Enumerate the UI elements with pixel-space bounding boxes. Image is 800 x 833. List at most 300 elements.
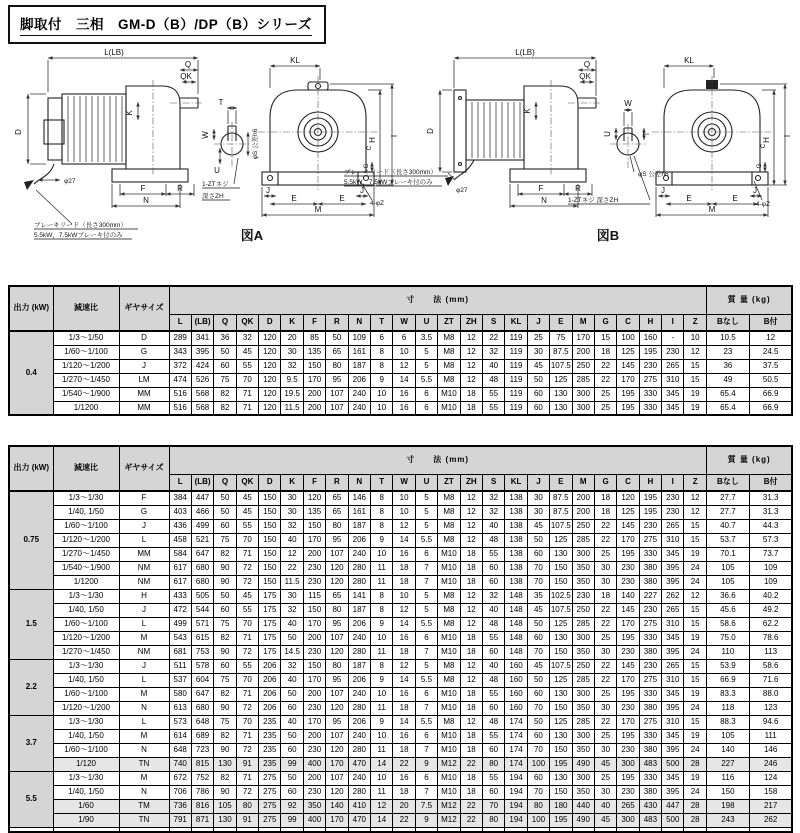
value-cell: 7.5: [415, 799, 437, 813]
value-cell: 310: [662, 715, 684, 729]
value-cell: 48: [482, 673, 504, 687]
value-cell: 18: [460, 387, 482, 401]
value-cell: 60: [482, 561, 504, 575]
value-cell: 474: [169, 373, 191, 387]
value-cell: 195: [617, 687, 639, 701]
value-cell: 22: [594, 715, 616, 729]
value-cell: 53.9: [706, 659, 749, 673]
dim-col-header: S: [482, 314, 504, 331]
value-cell: 50: [281, 631, 303, 645]
value-cell: 95: [326, 617, 348, 631]
value-cell: 617: [169, 561, 191, 575]
table-row: [9, 533, 792, 547]
value-cell: 195: [617, 729, 639, 743]
value-cell: 90: [214, 561, 236, 575]
value-cell: 72: [236, 785, 258, 799]
value-cell: 200: [303, 401, 325, 415]
value-cell: 8: [371, 519, 393, 533]
ratio-cell: 1/270～1/450: [53, 645, 119, 659]
value-cell: 82: [214, 547, 236, 561]
value-cell: 150: [259, 561, 281, 575]
value-cell: 148: [505, 589, 527, 603]
value-cell: 458: [169, 533, 191, 547]
value-cell: 791: [169, 813, 191, 827]
value-cell: 395: [662, 575, 684, 589]
value-cell: 82: [214, 401, 236, 415]
value-cell: 537: [169, 673, 191, 687]
value-cell: 30: [281, 589, 303, 603]
value-cell: 148: [505, 631, 527, 645]
value-cell: 8: [371, 603, 393, 617]
value-cell: 48: [482, 617, 504, 631]
value-cell: 175: [259, 617, 281, 631]
dim-label-d: D: [426, 128, 435, 134]
value-cell: 150: [303, 359, 325, 373]
value-cell: 58.6: [749, 659, 792, 673]
value-cell: 22: [393, 757, 415, 771]
col-header-ratio: 減速比: [53, 446, 119, 491]
value-cell: 187: [348, 359, 370, 373]
value-cell: 138: [505, 519, 527, 533]
value-cell: 65: [326, 589, 348, 603]
value-cell: 109: [348, 331, 370, 345]
value-cell: 28: [684, 813, 706, 827]
value-cell: 150: [550, 561, 572, 575]
dim-col-header: L: [169, 314, 191, 331]
dim-col-header: I: [662, 314, 684, 331]
value-cell: 723: [191, 743, 213, 757]
value-cell: 20: [393, 799, 415, 813]
value-cell: 235: [259, 757, 281, 771]
value-cell: 12: [749, 331, 792, 345]
value-cell: 200: [572, 491, 594, 505]
value-cell: 148: [505, 603, 527, 617]
value-cell: 265: [617, 799, 639, 813]
value-cell: M8: [438, 373, 460, 387]
value-cell: -: [662, 331, 684, 345]
brake-lead-note-line1: ブレーキリード（長さ300mm）: [34, 222, 127, 229]
value-cell: 12: [460, 519, 482, 533]
value-cell: 60: [527, 687, 549, 701]
value-cell: 90: [214, 645, 236, 659]
value-cell: 15: [684, 659, 706, 673]
dim-label-t: T: [642, 131, 651, 137]
value-cell: 71.6: [749, 673, 792, 687]
value-cell: 55: [482, 387, 504, 401]
value-cell: 90: [214, 743, 236, 757]
value-cell: 613: [169, 701, 191, 715]
value-cell: 8: [371, 659, 393, 673]
dim-label-f: F: [538, 184, 544, 193]
dim-col-header: QK: [236, 474, 258, 491]
value-cell: 146: [348, 491, 370, 505]
value-cell: 14: [393, 715, 415, 729]
value-cell: 94.6: [749, 715, 792, 729]
dim-label-d: D: [14, 129, 23, 135]
value-cell: 148: [505, 645, 527, 659]
col-header-mass: 質 量 (kg): [706, 446, 792, 474]
dim-col-header: N: [348, 314, 370, 331]
value-cell: 119: [505, 387, 527, 401]
value-cell: 310: [662, 373, 684, 387]
dim-col-header: QK: [236, 314, 258, 331]
value-cell: 14: [393, 533, 415, 547]
value-cell: 160: [505, 701, 527, 715]
value-cell: 25: [594, 387, 616, 401]
value-cell: 107.5: [550, 659, 572, 673]
value-cell: 120: [303, 491, 325, 505]
value-cell: 60: [527, 771, 549, 785]
table-row: [9, 519, 792, 533]
value-cell: 70: [236, 715, 258, 729]
value-cell: 614: [169, 729, 191, 743]
value-cell: M10: [438, 575, 460, 589]
value-cell: 403: [169, 505, 191, 519]
value-cell: 200: [572, 345, 594, 359]
value-cell: 5: [415, 659, 437, 673]
value-cell: 230: [572, 589, 594, 603]
value-cell: 45.6: [706, 603, 749, 617]
value-cell: 584: [169, 547, 191, 561]
value-cell: 120: [259, 331, 281, 345]
dim-label-e: E: [732, 194, 738, 203]
dim-col-header: W: [393, 474, 415, 491]
value-cell: 206: [348, 715, 370, 729]
value-cell: 12: [460, 589, 482, 603]
value-cell: 12: [281, 547, 303, 561]
ratio-cell: 1/40, 1/50: [53, 729, 119, 743]
value-cell: 18: [594, 345, 616, 359]
value-cell: 24: [684, 575, 706, 589]
value-cell: 12: [460, 715, 482, 729]
value-cell: 70: [527, 561, 549, 575]
gear-size-cell: LM: [119, 373, 169, 387]
value-cell: 50: [281, 687, 303, 701]
dim-label-g: G: [756, 163, 763, 169]
brake-lead-note-line1: ブレーキリード（長さ300mm）: [344, 169, 437, 176]
value-cell: 45: [236, 491, 258, 505]
value-cell: 40.2: [749, 589, 792, 603]
value-cell: 22: [460, 757, 482, 771]
value-cell: 285: [572, 715, 594, 729]
ratio-cell: 1/3～1/30: [53, 491, 119, 505]
value-cell: 22: [594, 373, 616, 387]
value-cell: 195: [617, 401, 639, 415]
value-cell: 119: [505, 331, 527, 345]
value-cell: 544: [191, 603, 213, 617]
value-cell: 125: [617, 345, 639, 359]
value-cell: 310: [662, 617, 684, 631]
value-cell: 350: [572, 743, 594, 757]
value-cell: 200: [303, 687, 325, 701]
value-cell: 786: [191, 785, 213, 799]
value-cell: 250: [572, 603, 594, 617]
value-cell: 55: [236, 659, 258, 673]
gear-size-cell: NM: [119, 645, 169, 659]
value-cell: 9: [371, 533, 393, 547]
value-cell: 289: [169, 331, 191, 345]
dim-col-header: G: [594, 314, 616, 331]
value-cell: 60: [527, 401, 549, 415]
ratio-cell: 1/40, 1/50: [53, 505, 119, 519]
value-cell: 16: [393, 387, 415, 401]
value-cell: 300: [572, 631, 594, 645]
value-cell: 350: [572, 645, 594, 659]
value-cell: 18: [460, 561, 482, 575]
value-cell: 395: [662, 785, 684, 799]
value-cell: 24.5: [749, 345, 792, 359]
value-cell: 150: [259, 547, 281, 561]
value-cell: 158: [749, 785, 792, 799]
value-cell: 12: [460, 373, 482, 387]
value-cell: 230: [617, 701, 639, 715]
value-cell: 18: [460, 687, 482, 701]
value-cell: 55: [236, 603, 258, 617]
value-cell: 50: [281, 771, 303, 785]
brake-lead-note-line2: 5.5kW，7.5kWブレーキ付のみ: [34, 232, 123, 239]
value-cell: 111: [749, 729, 792, 743]
value-cell: 19: [684, 401, 706, 415]
value-cell: 30: [594, 785, 616, 799]
col-header-output: 出力 (kW): [9, 446, 53, 491]
value-cell: 140: [326, 799, 348, 813]
value-cell: 680: [191, 701, 213, 715]
value-cell: 15: [594, 331, 616, 345]
ratio-cell: 1/120～1/200: [53, 533, 119, 547]
value-cell: 206: [259, 687, 281, 701]
value-cell: 11.5: [281, 575, 303, 589]
output-kw-cell: 2.2: [9, 659, 53, 715]
table-row: [9, 401, 792, 415]
dim-label-j: J: [266, 186, 270, 195]
value-cell: 195: [639, 345, 661, 359]
value-cell: 49: [706, 373, 749, 387]
value-cell: 194: [505, 785, 527, 799]
figure-a-caption: 図A: [240, 228, 264, 243]
value-cell: 672: [169, 771, 191, 785]
ratio-cell: 1/3～1/30: [53, 771, 119, 785]
value-cell: 45: [527, 519, 549, 533]
dim-col-header: W: [393, 314, 415, 331]
dim-label-r: R: [177, 184, 183, 193]
dim-col-header: C: [617, 314, 639, 331]
value-cell: 130: [550, 547, 572, 561]
value-cell: 16: [393, 547, 415, 561]
value-cell: 5.5: [415, 373, 437, 387]
value-cell: 285: [572, 373, 594, 387]
dim-label-f: F: [140, 184, 146, 193]
value-cell: 175: [259, 645, 281, 659]
col-header-output: 出力 (kW): [9, 286, 53, 331]
col-header-gearsize: ギヤサイズ: [119, 286, 169, 331]
value-cell: 6: [415, 401, 437, 415]
value-cell: 440: [572, 799, 594, 813]
ratio-cell: 1/60～1/100: [53, 687, 119, 701]
table-row: [9, 373, 792, 387]
value-cell: 66.9: [706, 673, 749, 687]
value-cell: 240: [348, 729, 370, 743]
value-cell: 87.5: [550, 345, 572, 359]
value-cell: 45: [236, 589, 258, 603]
value-cell: 24: [684, 743, 706, 757]
value-cell: M10: [438, 771, 460, 785]
gear-size-cell: TN: [119, 813, 169, 827]
gear-size-cell: NM: [119, 575, 169, 589]
gear-size-cell: N: [119, 701, 169, 715]
value-cell: 55: [482, 729, 504, 743]
value-cell: 71: [236, 687, 258, 701]
value-cell: 78.6: [749, 631, 792, 645]
value-cell: 50: [527, 373, 549, 387]
dimension-table-075-55kw: [8, 445, 793, 833]
dim-label-phis: φS 公差h6: [638, 171, 669, 178]
value-cell: 18: [460, 401, 482, 415]
value-cell: 100: [527, 813, 549, 827]
value-cell: 330: [639, 547, 661, 561]
value-cell: 345: [662, 547, 684, 561]
mass-col-header: Bなし: [706, 474, 749, 491]
value-cell: 615: [191, 631, 213, 645]
value-cell: 200: [303, 547, 325, 561]
value-cell: 150: [259, 575, 281, 589]
value-cell: 120: [326, 575, 348, 589]
value-cell: 30: [281, 505, 303, 519]
gear-size-cell: M: [119, 771, 169, 785]
value-cell: 14: [393, 673, 415, 687]
value-cell: 195: [617, 631, 639, 645]
dim-label-i: I: [390, 134, 399, 138]
ratio-cell: 1/540～1/900: [53, 561, 119, 575]
value-cell: 5: [415, 359, 437, 373]
value-cell: 120: [259, 401, 281, 415]
value-cell: 10: [371, 631, 393, 645]
gear-size-cell: M: [119, 631, 169, 645]
value-cell: 50: [527, 617, 549, 631]
dimension-table: [8, 285, 793, 416]
value-cell: 70: [527, 701, 549, 715]
value-cell: 14.5: [281, 645, 303, 659]
value-cell: 22: [460, 813, 482, 827]
value-cell: M10: [438, 687, 460, 701]
value-cell: 150: [259, 505, 281, 519]
value-cell: 60: [482, 645, 504, 659]
value-cell: 65: [326, 345, 348, 359]
table-row: [9, 673, 792, 687]
value-cell: 60: [214, 603, 236, 617]
value-cell: 10: [393, 589, 415, 603]
value-cell: 262: [749, 813, 792, 827]
table-row: [9, 701, 792, 715]
value-cell: 410: [348, 799, 370, 813]
value-cell: 24: [684, 561, 706, 575]
value-cell: 12: [460, 359, 482, 373]
value-cell: 50: [527, 533, 549, 547]
value-cell: 447: [662, 799, 684, 813]
dim-col-header: F: [303, 474, 325, 491]
table-row: [9, 757, 792, 771]
value-cell: 80: [326, 659, 348, 673]
value-cell: 10: [371, 387, 393, 401]
value-cell: 14: [393, 617, 415, 631]
value-cell: 395: [662, 701, 684, 715]
value-cell: M12: [438, 757, 460, 771]
value-cell: 75.0: [706, 631, 749, 645]
value-cell: 6: [415, 631, 437, 645]
value-cell: 16: [393, 771, 415, 785]
value-cell: 24: [684, 645, 706, 659]
value-cell: 12: [393, 603, 415, 617]
value-cell: 125: [550, 715, 572, 729]
gear-size-cell: J: [119, 603, 169, 617]
value-cell: 15: [684, 359, 706, 373]
value-cell: 395: [662, 561, 684, 575]
value-cell: 90: [214, 785, 236, 799]
value-cell: 141: [348, 589, 370, 603]
value-cell: 48: [482, 715, 504, 729]
value-cell: 240: [348, 687, 370, 701]
value-cell: 300: [572, 401, 594, 415]
dim-col-header: E: [550, 474, 572, 491]
value-cell: 118: [706, 701, 749, 715]
value-cell: 543: [169, 631, 191, 645]
value-cell: 65: [326, 491, 348, 505]
value-cell: 194: [505, 771, 527, 785]
value-cell: 71: [236, 401, 258, 415]
dim-label-phi27: φ27: [456, 187, 468, 194]
value-cell: 11: [371, 701, 393, 715]
value-cell: 300: [572, 687, 594, 701]
value-cell: 161: [348, 345, 370, 359]
value-cell: 8: [371, 505, 393, 519]
value-cell: 568: [191, 401, 213, 415]
value-cell: 230: [303, 561, 325, 575]
value-cell: 24: [684, 701, 706, 715]
value-cell: 330: [639, 771, 661, 785]
value-cell: 22: [594, 617, 616, 631]
value-cell: 107: [326, 729, 348, 743]
value-cell: 95: [326, 673, 348, 687]
dim-col-header: G: [594, 474, 616, 491]
value-cell: M8: [438, 603, 460, 617]
value-cell: 230: [662, 491, 684, 505]
value-cell: 372: [169, 359, 191, 373]
value-cell: 12: [371, 799, 393, 813]
value-cell: 105: [706, 729, 749, 743]
dim-col-header: N: [348, 474, 370, 491]
value-cell: 72: [236, 645, 258, 659]
value-cell: 174: [505, 757, 527, 771]
value-cell: 55: [482, 771, 504, 785]
table-row: [9, 771, 792, 785]
value-cell: 250: [572, 359, 594, 373]
value-cell: 18: [393, 645, 415, 659]
value-cell: 6: [415, 547, 437, 561]
dim-col-header: T: [371, 314, 393, 331]
value-cell: 22: [594, 519, 616, 533]
value-cell: 75: [214, 373, 236, 387]
value-cell: 25: [594, 729, 616, 743]
value-cell: 330: [639, 401, 661, 415]
value-cell: 681: [169, 645, 191, 659]
value-cell: 499: [169, 617, 191, 631]
value-cell: 32: [482, 589, 504, 603]
value-cell: 6: [415, 729, 437, 743]
value-cell: 87.5: [550, 491, 572, 505]
value-cell: 75: [214, 673, 236, 687]
value-cell: 230: [303, 785, 325, 799]
value-cell: 58.6: [706, 617, 749, 631]
value-cell: 124: [749, 771, 792, 785]
